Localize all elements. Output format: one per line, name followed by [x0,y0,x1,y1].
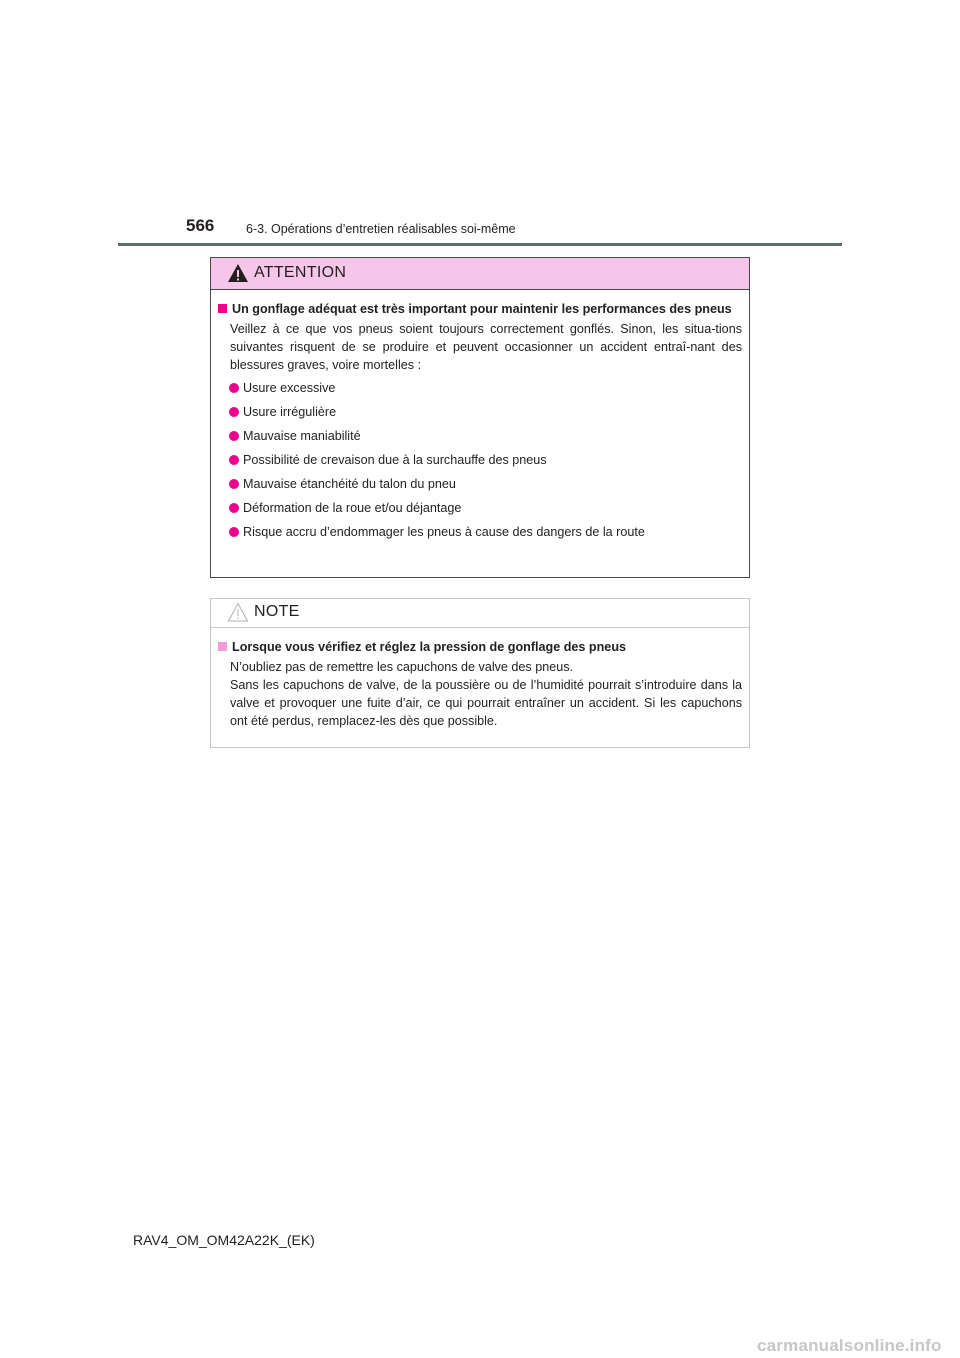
circle-bullet-icon [229,455,239,465]
watermark: carmanualsonline.info [757,1336,942,1355]
circle-bullet-icon [229,503,239,513]
list-item-text: Déformation de la roue et/ou déjantage [243,501,462,515]
list-item-text: Possibilité de crevaison due à la surchauffe des pneus [243,453,547,467]
attention-bullet-list [229,379,742,541]
note-subheading [218,638,742,656]
warning-triangle-outline-icon [227,602,249,622]
section-title: 6-3. Opérations d’entretien réalisables soi-même [246,222,516,236]
list-item-text: Risque accru d’endommager les pneus à cause des dangers de la route [243,525,645,539]
list-item [229,499,742,517]
attention-heading-text: Un gonflage adéquat est très important pour maintenir les performances des pneus [232,302,732,316]
note-label: NOTE [254,603,300,620]
header-divider [118,243,842,246]
circle-bullet-icon [229,527,239,537]
square-bullet-icon [218,304,227,313]
note-line-1: N’oubliez pas de remettre les capuchons de valve des pneus. [230,660,574,674]
circle-bullet-icon [229,431,239,441]
circle-bullet-icon [229,407,239,417]
square-bullet-icon [218,642,227,651]
attention-paragraph: Veillez à ce que vos pneus soient toujours correctement gonflés. Sinon, les situa-tions suivantes risquent de se produire et peuvent occasionner un accident entraî-nant des blessures graves, voire mortelles : [230,322,742,372]
list-item-text: Usure irrégulière [243,405,337,419]
note-content [211,628,749,730]
attention-label: ATTENTION [254,264,347,281]
list-item [229,427,742,445]
list-item [229,523,742,541]
attention-box [210,257,750,578]
list-item [229,379,742,397]
list-item-text: Mauvaise maniabilité [243,429,361,443]
note-heading-text: Lorsque vous vérifiez et réglez la pression de gonflage des pneus [232,640,627,654]
circle-bullet-icon [229,479,239,489]
list-item [229,403,742,421]
list-item-text: Mauvaise étanchéité du talon du pneu [243,477,456,491]
list-item [229,451,742,469]
note-line-2: Sans les capuchons de valve, de la poussière ou de l’humidité pourrait s’introduire dans la valve et provoquer une fuite d’air, ce qui pourrait entraîner un accident. Si les capuchons ont été perdus, remplacez-les dès que possible. [230,678,742,728]
note-header [211,599,749,628]
list-item-text: Usure excessive [243,381,336,395]
document-code: RAV4_OM_OM42A22K_(EK) [133,1232,315,1248]
attention-content [211,290,749,541]
list-item [229,475,742,493]
attention-subheading [218,300,742,318]
attention-header [211,258,749,290]
page-number: 566 [186,216,215,235]
note-box [210,598,750,748]
circle-bullet-icon [229,383,239,393]
warning-triangle-filled-icon [227,263,249,283]
